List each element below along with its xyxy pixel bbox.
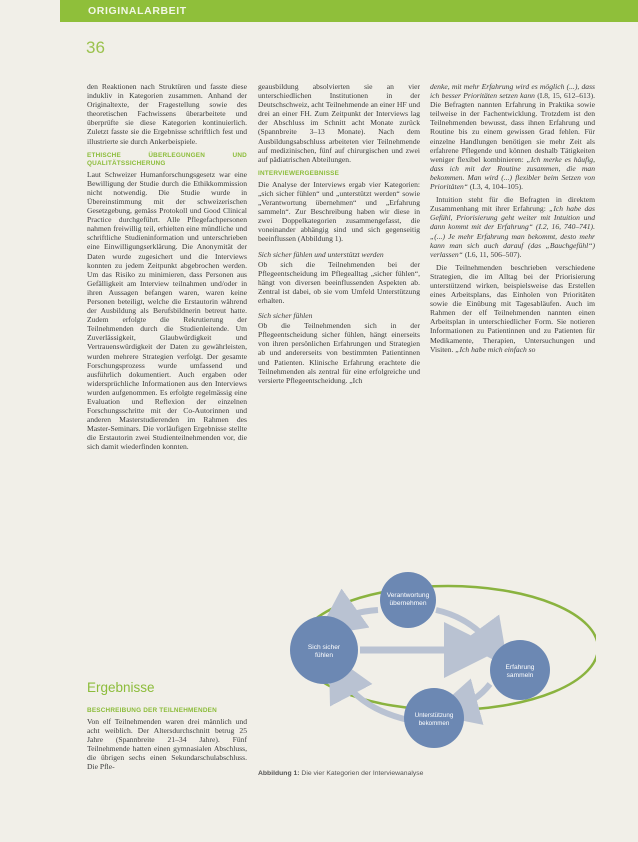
column-3 — [430, 82, 595, 358]
node-top-label: Verantwortung übernehmen — [386, 592, 430, 607]
node-bottom-label: Unterstützung bekommen — [414, 712, 454, 727]
ethics-heading: ETHISCHE ÜBERLEGUNGEN UND QUALITÄTSSICHERUNG — [87, 151, 247, 167]
quote-1-ref: (I.8, 15, 612–613). Die Befragten nannten Erfahrung in Praktika sowie teilweise in der Fachentwicklung. Trotzdem ist den Teilnehmenden bewusst, dass ihnen Erfahrung und Routine bis zu einem gewissen Grad fehlen. Für einzelne Handlungen benötigen sie mehr Zeit als erfahrene Pflegende und können deshalb Tätigkeiten weniger flexibel kombinieren: — [430, 91, 596, 164]
diagram-arrow-bottom-left — [340, 674, 408, 720]
node-right-label: Erfahrung sammeln — [505, 664, 535, 679]
caption-label: Abbildung 1: — [258, 770, 300, 777]
node-left-label: Sich sicher fühlen — [307, 644, 341, 659]
sub1-text: Ob sich die Teilnehmenden bei der Pflegeentscheidung im Pflegealltag „sicher fühlen“, hängt von diversen beeinflussenden Aspekten ab. Zentral ist dabei, ob sie vom Umfeld Unterstützung erhalten. — [258, 259, 420, 305]
interview-heading: INTERVIEWERGEBNISSE — [258, 169, 340, 177]
ergebnisse-block — [87, 701, 247, 772]
quote-3-ref: (I.6, 11, 506–507). — [464, 249, 522, 259]
header-bar — [60, 0, 638, 22]
diagram-arrow-top-left — [336, 610, 378, 622]
col3-para1 — [430, 82, 595, 191]
interview-text: Die Analyse der Interviews ergab vier Kategorien: „sich sicher fühlen“ und „unterstützt werden“ sowie „Verantwortung übernehmen“ und „Erfahrung sammeln“. Zur Beschreibung haben wir diese in zwei Doppelkategorien zusammengefasst, die voneinander abhängig sind und sich gegenseitig beeinflussen (Abbildung 1). — [258, 179, 420, 244]
node-bottom — [404, 688, 464, 748]
col1-intro: den Reaktionen nach Struktüren und fasste diese indukliv in Kategorien zusammen. Anhand der Originaltexte, der Fragestellung sowie des theoretischen Fachwissens überarbeitete und überprüfte sie diese Kategorien kontinuierlich. Zuletzt fasste sie die Ergebnisse schriftlich fest und illustrierte sie durch Ankerbeispiele. — [87, 82, 247, 146]
diagram-arrow-top-right — [436, 610, 494, 648]
col2-intro: geausbildung absolvierten sie an vier unterschiedlichen Institutionen in der Deutschschweiz, acht Teilnehmende an einer HF und drei an einer FH. Zum Zeitpunkt der Interviews lag der Abschluss im Schnitt acht Monate zurück (Spannbreite 3–13 Monate). Nach dem Ausbildungsabschluss arbeiteten vier Teilnehmende auf medizinischen, fünf auf chirurgischen und zwei auf pädiatrischen Abteilungen. — [258, 82, 420, 164]
category-diagram — [258, 570, 596, 748]
ergebnisse-title: Ergebnisse — [87, 680, 155, 695]
node-top — [380, 572, 436, 628]
participants-text: Von elf Teilnehmenden waren drei männlich und acht weiblich. Der Altersdurchschnitt betrug 25 Jahre (Spannbreite 21–34 Jahre). Fünf Teilnehmende hatten einen gymnasialen Abschluss, die übrigen sechs einen Sekundarschulabschluss. Die Pfle- — [87, 717, 247, 772]
quote-2: „Ich merke es häufig, dass ich mit der Routine zusammen, die man bekommen. Man wird (...) flexibler beim Setzen von Prioritäten“ — [430, 154, 596, 192]
ethics-text: Laut Schweizer Humanforschungsgesetz war eine Bewilligung der Studie durch die Ethikkommission nicht notwendig. Die Studie wurde in Übereinstimmung mit der schweizerischen Gesetzgebung, gemäss Protokoll und Good Clinical Practice durchgeführt. Alle Pflegefachpersonen nahmen freiwillig teil, erhielten eine mündliche und schriftliche Studieninformation und unterschrieben eine Einwilligungserklärung. Die Anonymität der Daten wurde zugesichert und die Interviews konnten zu jedem Zeitpunkt abgebrochen werden. Um das Risiko zu minimieren, dass Personen aus Gefälligkeit am Interview teilnahmen und/oder in ihren Aussagen befangen waren, waren keine Personen beteiligt, welche die Erstautorin während der Ausbildung als Berufsbildnerin betreut hatte. Zudem erfolgte die Rekrutierung der Teilnehmenden durch die Studienleitende. Um Zuverlässigkeit, Glaubwürdigkeit und Vertrauenswürdigkeit der Daten zu gewährleisten, wurden mehrere Strategien verfolgt. Der gesamte Forschungsprozess wurde umfassend und ausführlich dokumentiert. Auch ergaben oder widersprüchliche Informationen aus den Interviews wurden aufgenommen. Es erfolgte regelmässig eine Evaluation und Reflexion der einzelnen Forschungsschritte mit der Co-Autorinnen und anderen Masterstudierenden im Rahmen des Master-Seminars. Die vorläufigen Ergebnisse stellte die Erstautorin zwei Studienteilnehmenden vor, die sich damit wiederfinden konnten. — [87, 169, 247, 452]
quote-2-ref: (I.3, 4, 104–105). — [469, 182, 524, 192]
quote-1: denke, mit mehr Erfahrung wird es möglich (...), dass ich besser Prioritäten setzen kann — [430, 82, 595, 101]
sub2-text: Ob die Teilnehmenden sich in der Pflegeentscheidung sicher fühlen, hängt einerseits von ihren persönlichen Erfahrungen und Strategien ab und andererseits von bestimmten Patientinnen und Patienten. Klinische Erfahrung erachtete die Teilnehmenden als zentral für eine erfolgreiche und versierte Pflegeentscheidung. „Ich — [258, 321, 420, 385]
para3-text: Die Teilnehmenden beschrieben verschiedene Strategien, die im Alltag bei der Priorisierung unterstützend wirken, beispielsweise das Erstellen eines Arbeitsplans, das Einholen von Prioritäten sowie die Einübung mit Tagesabläufen. Auch im Rahmen der elf Teilnehmenden nannten einen Arbeitsplan in unterschiedlicher Form. Sie notieren Informationen zu Patientinnen und zu Patienten für Medikamente, Therapien, Untersuchungen und Visiten. — [430, 262, 595, 354]
sub1-heading: Sich sicher fühlen und unterstützt werden — [258, 249, 384, 259]
col3-para2 — [430, 195, 595, 259]
participants-heading: BESCHREIBUNG DER TEILNEHMENDEN — [87, 707, 217, 714]
node-left — [290, 616, 358, 684]
col3-para3 — [430, 263, 595, 354]
node-right — [490, 640, 550, 700]
caption-text: Die vier Kategorien der Interviewanalyse — [301, 770, 424, 777]
header-label: ORIGINALARBEIT — [88, 5, 187, 17]
para3-quote: „Ich habe mich einfach so — [455, 344, 536, 354]
quote-3: „Ich habe das Gefühl, Priorisierung geht weiter mit Intuition und dann kommt mit der Erfahrung“ (I.2, 16, 740–741). „(...) Je mehr Erfahrung man bekommt, desto mehr kann man sich auch darauf (das „Bauchgefühl“) verlassen“ — [430, 204, 596, 259]
column-2 — [258, 82, 420, 389]
page-number: 36 — [86, 38, 105, 57]
column-1 — [87, 82, 247, 456]
figure-caption — [258, 770, 596, 777]
sub2-heading: Sich sicher fühlen — [258, 311, 313, 321]
para2-text: Intuition steht für die Befragten in direktem Zusammenhang mit ihrer Erfahrung: — [430, 195, 595, 214]
